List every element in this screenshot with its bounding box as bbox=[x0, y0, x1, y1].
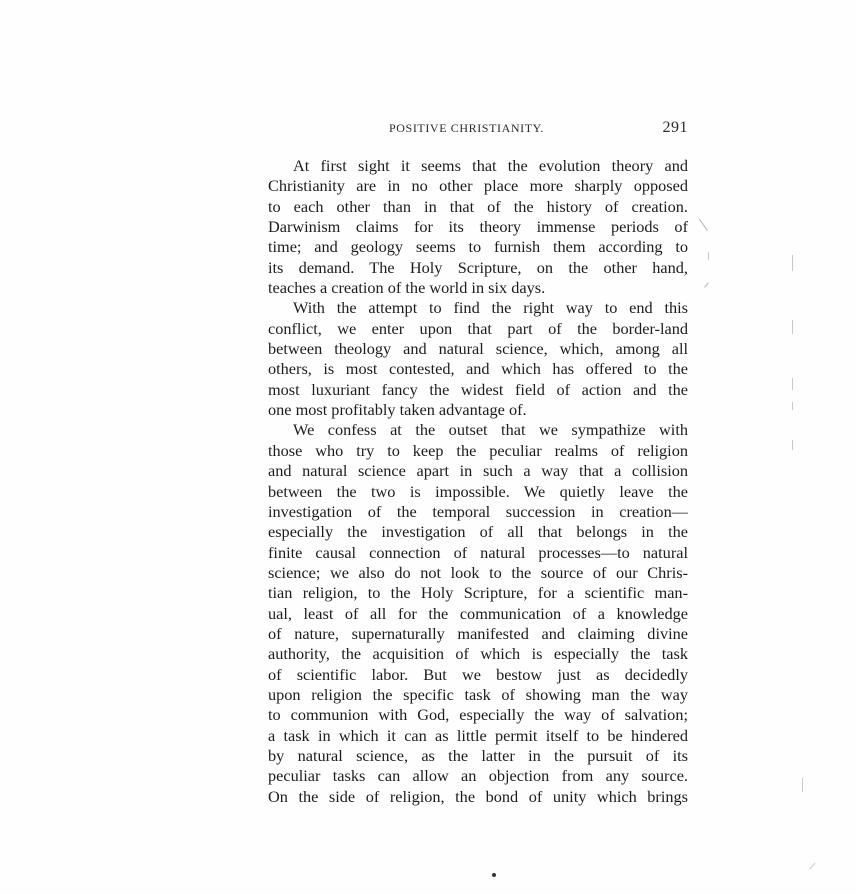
margin-mark bbox=[792, 320, 793, 334]
text-line: between the two is impossible. We quietly leave the bbox=[268, 481, 688, 501]
text-line: between theology and natural science, which, among all bbox=[268, 339, 688, 359]
running-head bbox=[268, 121, 688, 139]
text-line: finite causal connection of natural processes—to natural bbox=[268, 542, 688, 562]
body-text bbox=[268, 156, 688, 807]
margin-mark bbox=[708, 252, 709, 260]
text-line: On the side of religion, the bond of unity which brings bbox=[268, 786, 688, 806]
text-line: to communion with God, especially the way of salvation; bbox=[268, 705, 688, 725]
text-line: most luxuriant fancy the widest field of action and the bbox=[268, 379, 688, 399]
text-line: and natural science apart in such a way that a collision bbox=[268, 461, 688, 481]
text-line: its demand. The Holy Scripture, on the other hand, bbox=[268, 257, 688, 277]
margin-mark bbox=[704, 282, 709, 287]
text-line: of scientific labor. But we bestow just as decidedly bbox=[268, 664, 688, 684]
margin-mark bbox=[699, 219, 708, 231]
text-line: At first sight it seems that the evolution theory and bbox=[293, 156, 688, 175]
text-line: peculiar tasks can allow an objection from any source. bbox=[268, 766, 688, 786]
text-line: We confess at the outset that we sympathize with bbox=[293, 420, 688, 440]
text-line: of nature, supernaturally manifested and claiming divine bbox=[268, 623, 688, 643]
text-line: Christianity are in no other place more sharply opposed bbox=[268, 176, 688, 196]
text-line: by natural science, as the latter in the pursuit of its bbox=[268, 745, 688, 765]
text-line: tian religion, to the Holy Scripture, for a scientific man- bbox=[268, 583, 688, 603]
text-line: With the attempt to find the right way to end this bbox=[293, 298, 688, 318]
text-line: especially the investigation of all that belongs in the bbox=[268, 522, 688, 542]
margin-mark bbox=[792, 402, 793, 410]
margin-mark bbox=[810, 863, 816, 870]
margin-mark bbox=[792, 440, 793, 450]
text-line: a task in which it can as little permit itself to be hindered bbox=[268, 725, 688, 745]
text-line: conflict, we enter upon that part of the border-land bbox=[268, 318, 688, 338]
text-line: science; we also do not look to the source of our Chris- bbox=[268, 562, 688, 582]
running-title: POSITIVE CHRISTIANITY. bbox=[389, 121, 544, 135]
scan-artifact-bottom bbox=[492, 873, 496, 877]
text-line: to each other than in that of the history of creation. bbox=[268, 196, 688, 216]
text-line: teaches a creation of the world in six days. bbox=[268, 278, 546, 298]
margin-mark bbox=[802, 778, 803, 792]
text-line: those who try to keep the peculiar realms of religion bbox=[268, 440, 688, 460]
text-line: ual, least of all for the communication of a knowledge bbox=[268, 603, 688, 623]
text-line: Darwinism claims for its theory immense periods of bbox=[268, 217, 688, 237]
margin-mark bbox=[792, 378, 793, 390]
text-line: investigation of the temporal succession in creation— bbox=[268, 501, 688, 521]
text-line: one most profitably taken advantage of. bbox=[268, 400, 527, 420]
text-line: others, is most contested, and which has offered to the bbox=[268, 359, 688, 379]
margin-mark bbox=[792, 255, 793, 271]
text-line: time; and geology seems to furnish them according to bbox=[268, 237, 688, 257]
page-number: 291 bbox=[662, 119, 688, 136]
text-line: authority, the acquisition of which is especially the task bbox=[268, 644, 688, 664]
text-line: upon religion the specific task of showing man the way bbox=[268, 684, 688, 704]
